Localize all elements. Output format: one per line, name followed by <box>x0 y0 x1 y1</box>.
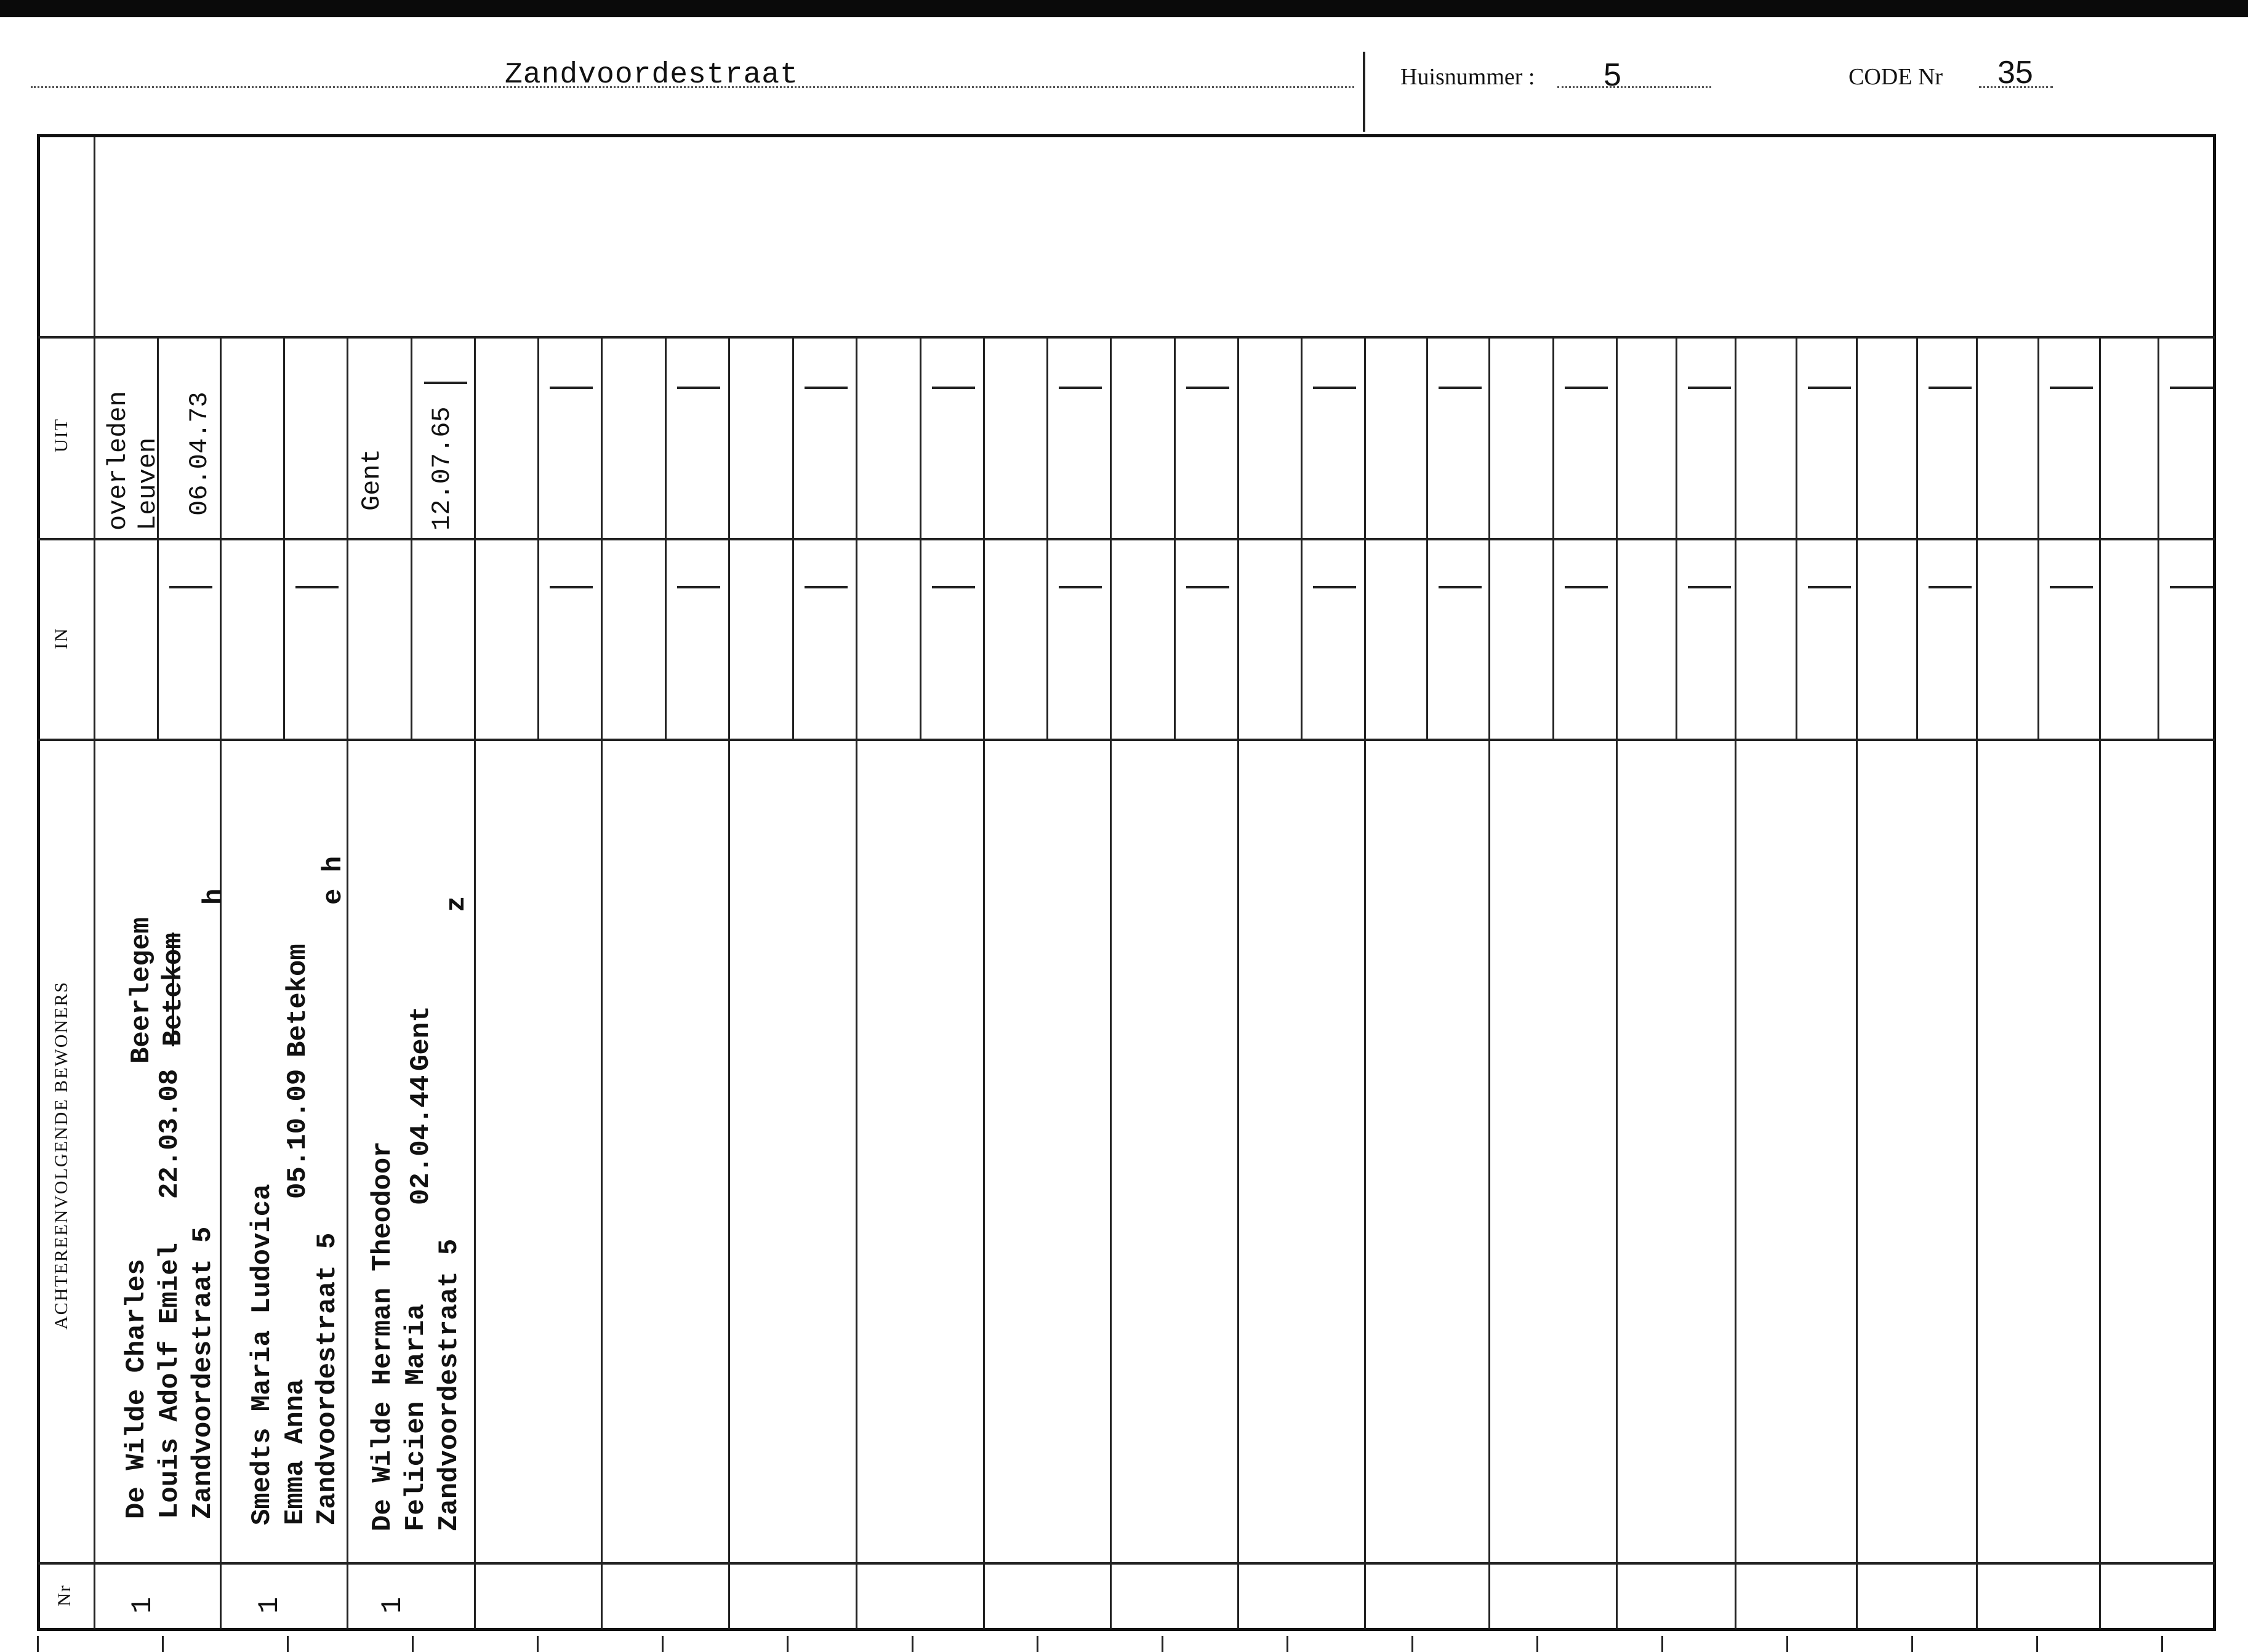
resident-1-given: Louis Adolf Emiel <box>155 1243 185 1519</box>
in-dash <box>1313 586 1356 588</box>
uit-date-3: 12.07.65 <box>427 406 457 531</box>
column-divider <box>728 337 730 1629</box>
in-dash <box>1439 586 1482 588</box>
column-divider <box>1856 337 1858 1629</box>
bottom-tick <box>412 1636 414 1652</box>
uit-dash <box>1929 387 1972 389</box>
top-border <box>0 0 2248 17</box>
uit-dash <box>677 387 720 389</box>
bottom-tick <box>537 1636 539 1652</box>
uit-dash <box>805 387 848 389</box>
bottom-tick <box>2036 1636 2038 1652</box>
resident-2-address: Zandvoordestraat 5 <box>312 1232 343 1525</box>
header-separator <box>1363 52 1365 132</box>
nr-label: Nr <box>54 1584 74 1606</box>
sub-column-divider <box>1046 337 1048 739</box>
resident-1-birth-place: Beerlegem <box>126 917 157 1064</box>
column-divider <box>1110 337 1112 1629</box>
column-divider <box>2099 337 2101 1629</box>
bottom-tick <box>37 1636 39 1652</box>
column-divider <box>1735 337 1736 1629</box>
bottom-tick <box>1037 1636 1038 1652</box>
resident-3-given: Felicien Maria <box>401 1304 432 1531</box>
sub-column-divider <box>1796 337 1797 739</box>
uit-dash <box>2170 387 2213 389</box>
resident-3-address: Zandvoordestraat 5 <box>434 1238 465 1531</box>
in-dash <box>2170 586 2213 588</box>
bottom-tick <box>2161 1636 2163 1652</box>
nr-2: 1 <box>253 1597 286 1614</box>
column-divider <box>1364 337 1366 1629</box>
house-number-label: Huisnummer : <box>1400 64 1535 90</box>
column-divider <box>1976 337 1978 1629</box>
sub-column-divider <box>920 337 921 739</box>
sub-column-divider <box>2158 337 2159 739</box>
code-number-value: 35 <box>1997 55 2033 90</box>
in-residents-rule <box>38 739 2215 741</box>
sub-column-divider <box>1426 337 1428 739</box>
column-divider <box>856 337 857 1629</box>
sub-column-divider <box>792 337 794 739</box>
bottom-tick <box>787 1636 789 1652</box>
in-label: IN <box>51 627 71 649</box>
in-dash <box>932 586 975 588</box>
nr-3: 1 <box>376 1597 409 1614</box>
sub-column-divider <box>2037 337 2039 739</box>
bottom-tick <box>287 1636 289 1652</box>
resident-3-birth-place: Gent <box>406 1006 436 1071</box>
column-divider <box>474 337 476 1629</box>
resident-1-name: De Wilde Charles <box>121 1259 152 1519</box>
uit-place-3: Gent <box>357 449 387 511</box>
bottom-tick <box>1287 1636 1288 1652</box>
sub-column-divider <box>1174 337 1176 739</box>
resident-1-marker: h <box>199 888 230 905</box>
in-dash <box>169 586 212 588</box>
in-dash <box>805 586 848 588</box>
sub-column-divider <box>665 337 667 739</box>
record-table-frame <box>37 134 2216 1631</box>
uit-place-1: overleden Leuven <box>103 391 163 531</box>
column-divider <box>347 337 348 1629</box>
resident-1-address: Zandvoordestraat 5 <box>188 1226 219 1519</box>
column-divider <box>1488 337 1490 1629</box>
sub-column-divider <box>537 337 539 739</box>
uit-top-rule <box>38 336 2215 339</box>
resident-2-birth-date: 05.10.09 <box>283 1069 313 1199</box>
column-divider <box>601 337 603 1629</box>
sub-column-divider <box>411 337 412 739</box>
uit-dash <box>932 387 975 389</box>
sub-column-divider <box>1676 337 1677 739</box>
resident-2-birth-place: Betekom <box>283 944 313 1057</box>
resident-2-name: Smedts Maria Ludovica <box>247 1184 278 1525</box>
resident-3-birth-date: 02.04.44 <box>406 1075 436 1205</box>
bottom-tick <box>162 1636 164 1652</box>
uit-in-rule <box>38 538 2215 540</box>
uit-dash <box>2050 387 2093 389</box>
residents-nr-rule <box>38 1562 2215 1565</box>
uit-dash <box>1439 387 1482 389</box>
resident-2-marker: e h <box>318 856 349 905</box>
resident-3-name: De Wilde Herman Theodoor <box>367 1141 398 1531</box>
uit-dash <box>1059 387 1102 389</box>
house-number-value: 5 <box>1604 57 1621 93</box>
column-divider <box>1616 337 1618 1629</box>
in-dash <box>1565 586 1608 588</box>
in-dash <box>677 586 720 588</box>
nr-1: 1 <box>126 1597 159 1614</box>
house-number-line <box>1557 86 1711 88</box>
uit-dash <box>1313 387 1356 389</box>
bottom-tick <box>1162 1636 1163 1652</box>
in-dash <box>1808 586 1851 588</box>
street-name: Zandvoordestraat <box>505 58 798 92</box>
column-divider <box>220 337 222 1629</box>
sub-column-divider <box>1552 337 1554 739</box>
uit-dash <box>1808 387 1851 389</box>
sub-column-divider <box>1301 337 1303 739</box>
in-dash <box>2050 586 2093 588</box>
uit-dash <box>1688 387 1731 389</box>
uit-dash <box>1565 387 1608 389</box>
uit-dash <box>550 387 593 389</box>
uit-dash <box>1186 387 1229 389</box>
bottom-tick <box>662 1636 664 1652</box>
column-divider <box>983 337 985 1629</box>
sub-column-divider <box>1916 337 1918 739</box>
in-dash <box>1688 586 1731 588</box>
in-dash <box>1059 586 1102 588</box>
bottom-tick <box>1911 1636 1913 1652</box>
resident-1-birth-date: 22.03.08 <box>155 1069 185 1199</box>
resident-2-given: Emma Anna <box>280 1379 311 1525</box>
bottom-tick <box>1536 1636 1538 1652</box>
code-number-label: CODE Nr <box>1849 64 1943 90</box>
bottom-tick <box>1786 1636 1788 1652</box>
resident-3-marker: z <box>441 896 472 912</box>
residents-label: ACHTEREENVOLGENDE BEWONERS <box>51 980 71 1330</box>
in-dash <box>550 586 593 588</box>
bottom-tick <box>1411 1636 1413 1652</box>
sub-column-divider <box>283 337 285 739</box>
column-divider <box>1237 337 1239 1629</box>
resident-1-crossed-place: Betekom <box>158 932 189 1046</box>
in-dash <box>1186 586 1229 588</box>
uit-label: UIT <box>51 418 71 452</box>
label-column-divider <box>94 137 95 1629</box>
bottom-tick <box>912 1636 913 1652</box>
in-dash <box>295 586 339 588</box>
in-dash <box>1929 586 1972 588</box>
uit-date-1: 06.04.73 <box>185 391 214 516</box>
uit-dash <box>424 382 467 384</box>
bottom-tick <box>1661 1636 1663 1652</box>
